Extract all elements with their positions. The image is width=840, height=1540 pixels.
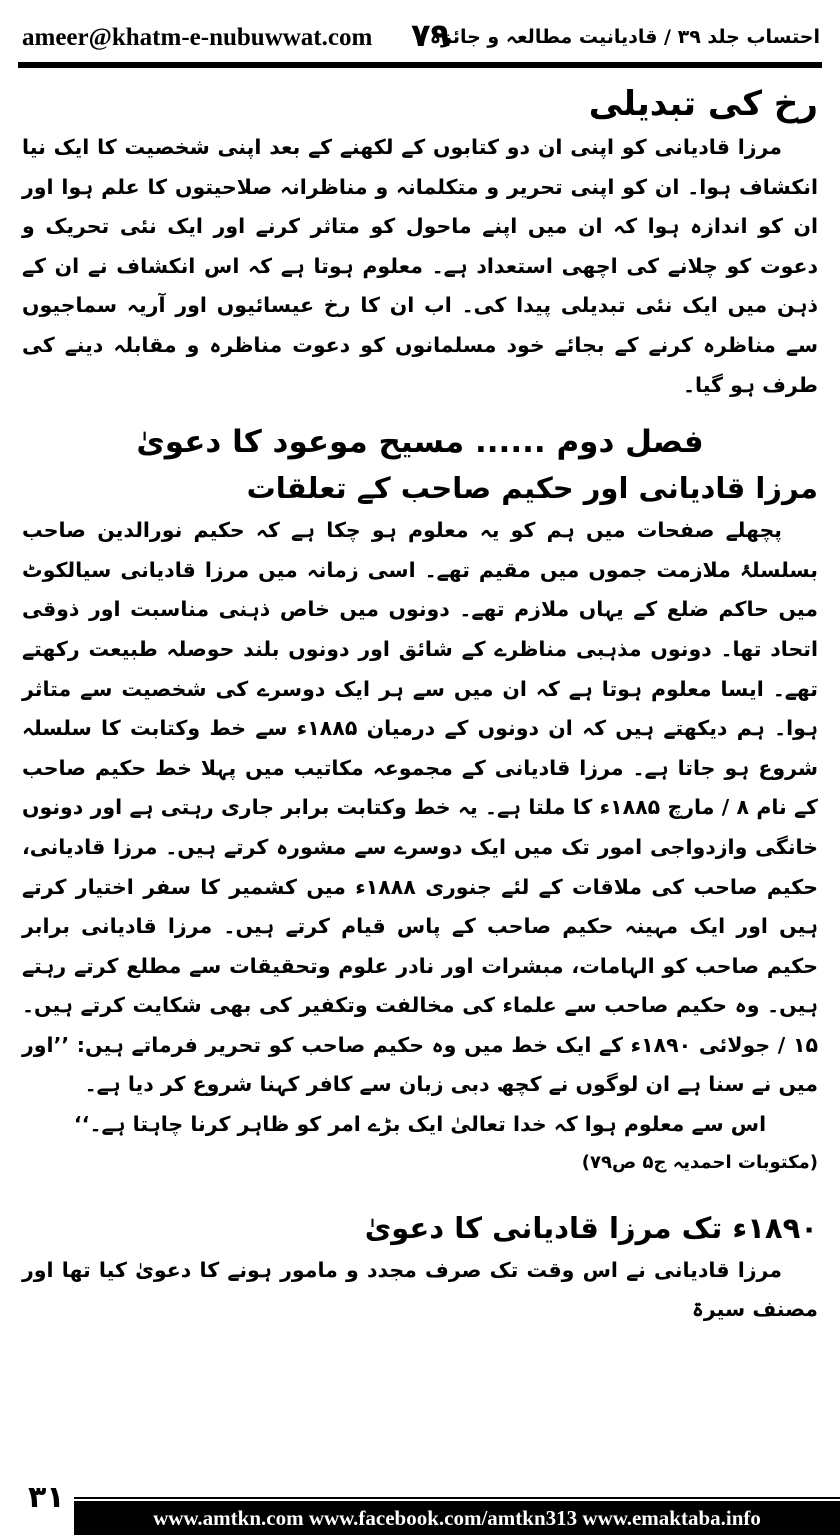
citation-reference: (مکتوبات احمدیہ ج۵ ص۷۹) xyxy=(581,1151,818,1173)
header-page-number: ۷۹ xyxy=(411,16,451,54)
paragraph-change-of-direction: مرزا قادیانی کو اپنی ان دو کتابوں کے لکھنے کے بعد اپنی شخصیت کا ایک نیا انکشاف ہوا۔ ان کو اپنی تحریر و متکلمانہ و مناظرانہ صلاحیتوں کا علم ہوا اور ان کو اندازہ ہوا کہ ان میں اپنے ماحول کو متاثر کرنے اور ایک نئی تحریک و دعوت کو چلانے کی اچھی استعداد ہے۔ معلوم ہوتا ہے کہ اس انکشاف نے ان کے ذہن میں ایک نئی تبدیلی پیدا کی۔ اب ان کا رخ عیسائیوں اور آریہ سماجیوں سے مناظرہ کرنے کے بجائے خود مسلمانوں کو دعوت مناظرہ و مقابلہ دینے کی طرف ہو گیا۔ xyxy=(22,135,818,397)
paragraph-relations: پچھلے صفحات میں ہم کو یہ معلوم ہو چکا ہے کہ حکیم نورالدین صاحب بسلسلۂ ملازمت جموں میں مقیم تھے۔ اسی زمانہ میں مرزا قادیانی سیالکوٹ میں حاکم ضلع کے یہاں ملازم تھے۔ دونوں میں خاص ذہنی مناسبت اور ذوقی اتحاد تھا۔ دونوں مذہبی مناظرے کے شائق اور دونوں بلند حوصلہ طبیعت رکھتے تھے۔ ایسا معلوم ہوتا ہے کہ ان میں سے ہر ایک دوسرے کی شخصیت سے متاثر ہوا۔ ہم دیکھتے ہیں کہ ان دونوں کے درمیان ۱۸۸۵ء سے خط وکتابت کا سلسلہ شروع ہو جاتا ہے۔ مرزا قادیانی کے مجموعہ مکاتیب میں پہلا خط حکیم صاحب کے نام ۸ / مارچ ۱۸۸۵ء کا ملتا ہے۔ یہ خط وکتابت برابر جاری رہتی ہے اور دونوں خانگی وازدواجی امور تک میں ایک دوسرے سے مشورہ کرتے ہیں۔ مرزا قادیانی، حکیم صاحب کی ملاقات کے لئے جنوری ۱۸۸۸ء میں کشمیر کا سفر اختیار کرتے ہیں اور ایک مہینہ حکیم صاحب کے پاس قیام کرتے ہیں۔ مرزا قادیانی برابر حکیم صاحب کو الہامات، مبشرات اور نادر علوم وتحقیقات سے مطلع کرتے رہتے ہیں۔ وہ حکیم صاحب سے علماء کی مخالفت وتکفیر کی بھی شکایت کرتے ہیں۔ ۱۵ / جولائی ۱۸۹۰ء کے ایک خط میں وہ حکیم صاحب کو تحریر فرماتے ہیں: ’’اور میں نے سنا ہے ان لوگوں نے کچھ دبی زبان سے کافر کہنا شروع کر دیا ہے۔ xyxy=(22,518,818,1097)
header-book-title: احتساب جلد ۳۹ / قادیانیت مطالعہ و جائزہ xyxy=(429,26,820,48)
page-header xyxy=(18,14,822,58)
footer-rule xyxy=(74,1497,840,1499)
page-body xyxy=(22,82,818,1330)
section-heading-claim-1890: ۱۸۹۰ء تک مرزا قادیانی کا دعویٰ xyxy=(364,1210,818,1245)
footer-links[interactable]: www.amtkn.com www.facebook.com/amtkn313 www.emaktaba.info xyxy=(74,1501,840,1535)
paragraph-claim-1890: مرزا قادیانی نے اس وقت تک صرف مجدد و مامور ہونے کا دعویٰ کیا تھا اور مصنف سیرۃ xyxy=(22,1257,818,1322)
chapter-heading: فصل دوم ...... مسیح موعود کا دعویٰ xyxy=(136,424,704,461)
footer-page-number: ۳۱ xyxy=(28,1480,65,1515)
header-email[interactable]: ameer@khatm-e-nubuwwat.com xyxy=(22,24,373,51)
paragraph-relations-quote-end: اس سے معلوم ہوا کہ خدا تعالیٰ ایک بڑے امر کو ظاہر کرنا چاہتا ہے۔‘‘ xyxy=(73,1112,767,1137)
section-heading-change-of-direction: رخ کی تبدیلی xyxy=(588,84,818,124)
section-heading-relations: مرزا قادیانی اور حکیم صاحب کے تعلقات xyxy=(246,471,818,506)
header-rule xyxy=(18,62,822,68)
